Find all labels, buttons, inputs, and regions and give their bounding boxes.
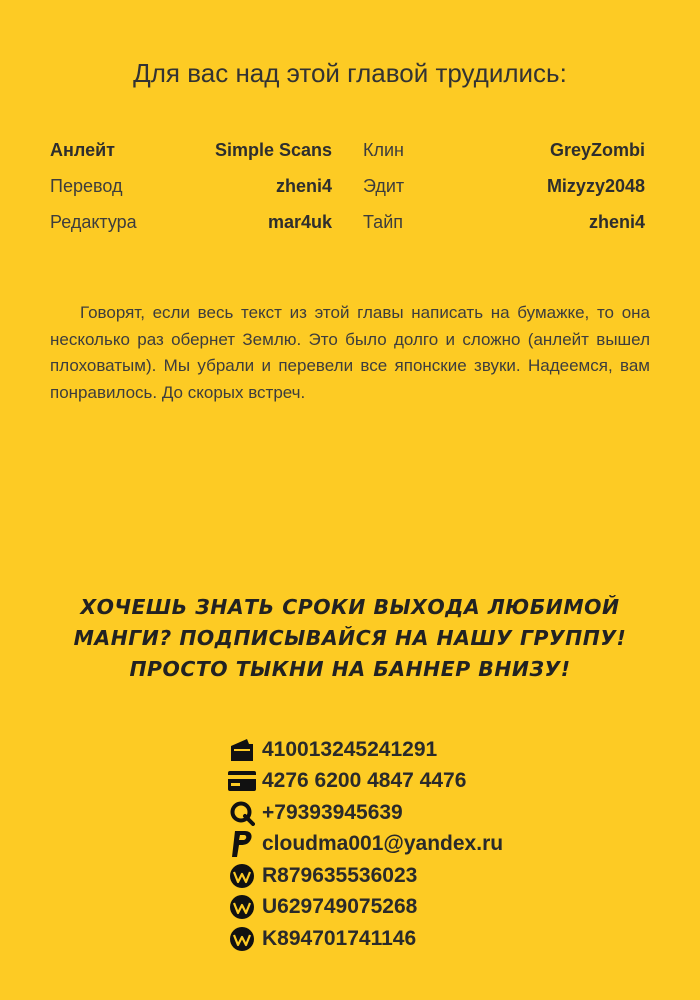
credit-role: Клин [363, 139, 404, 160]
credit-pair [50, 212, 332, 233]
payment-row [228, 923, 548, 955]
credit-role: Эдит [363, 175, 405, 196]
payment-row [228, 892, 548, 924]
paypal-icon [228, 830, 256, 858]
promo-line: ХОЧЕШЬ ЗНАТЬ СРОКИ ВЫХОДА ЛЮБИМОЙ [80, 595, 620, 619]
credit-name: Mizyzy2048 [546, 175, 645, 196]
webmoney-icon [228, 925, 256, 953]
credit-pair [50, 140, 332, 161]
credit-pair [363, 212, 645, 233]
payment-row [228, 797, 548, 829]
credit-name: GreyZombi [549, 139, 645, 160]
chapter-note: Говорят, если весь текст из этой главы написать на бумажке, то она несколько раз обернет Землю. Это было долго и сложно (анлейт вышел плоховатым). Мы убрали и перевели все японские звуки. Надеемся, вам понравилось. До скорых встреч. [50, 303, 650, 402]
payment-value: K894701741146 [262, 926, 417, 950]
credit-name: zheni4 [275, 175, 332, 196]
credit-name: mar4uk [267, 211, 332, 232]
payment-value: 4276 6200 4847 4476 [262, 769, 467, 793]
payment-value: U629749075268 [262, 895, 418, 919]
payment-value: R879635536023 [262, 863, 418, 887]
yandex-wallet-icon [228, 736, 256, 764]
page-title: Для вас над этой главой трудились: [133, 58, 567, 88]
credit-row [50, 132, 645, 168]
payment-row [228, 734, 548, 766]
promo-line: ПРОСТО ТЫКНИ НА БАННЕР ВНИЗУ! [129, 657, 571, 681]
payment-row [228, 829, 548, 861]
credit-row [50, 168, 645, 204]
webmoney-icon [228, 862, 256, 890]
payment-list [228, 734, 548, 955]
qiwi-icon [228, 799, 256, 827]
credit-role: Перевод [50, 175, 123, 196]
payment-value: +79393945639 [262, 800, 403, 824]
credit-name: Simple Scans [214, 139, 332, 160]
credit-role: Анлейт [50, 139, 115, 160]
payment-value: cloudma001@yandex.ru [262, 832, 504, 856]
credit-row [50, 204, 645, 240]
bank-card-icon [228, 767, 256, 795]
credit-pair [50, 176, 332, 197]
credit-pair [363, 140, 645, 161]
credit-role: Редактура [50, 211, 137, 232]
payment-row [228, 766, 548, 798]
promo-line: МАНГИ? ПОДПИСЫВАЙСЯ НА НАШУ ГРУППУ! [73, 626, 627, 650]
credit-name: zheni4 [588, 211, 645, 232]
webmoney-icon [228, 893, 256, 921]
promo-text [30, 592, 670, 685]
credit-role: Тайп [363, 211, 403, 232]
payment-value: 410013245241291 [262, 737, 438, 761]
payment-row [228, 860, 548, 892]
credits-table [50, 132, 645, 240]
credit-pair [363, 176, 645, 197]
